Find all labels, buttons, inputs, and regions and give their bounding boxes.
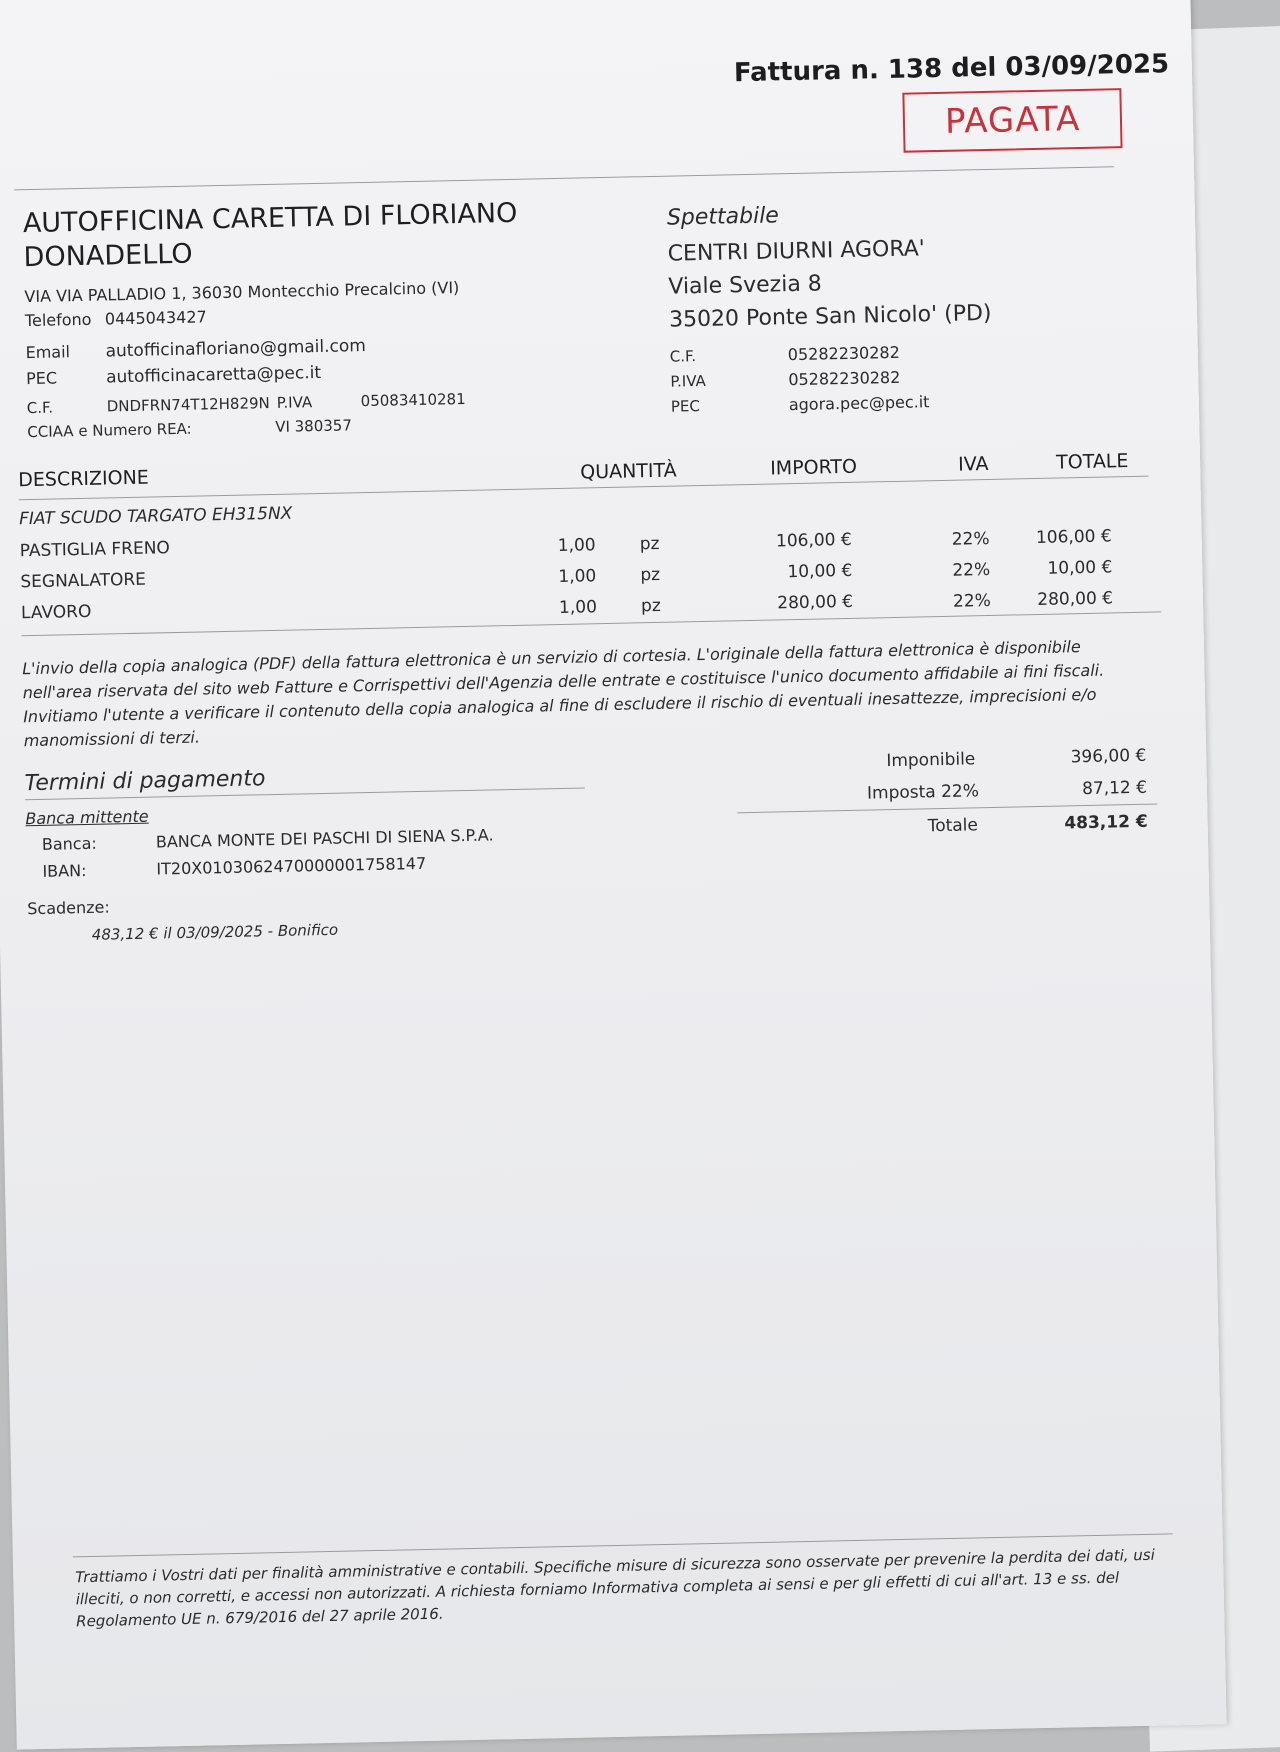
- buyer-salutation: Spettabile: [666, 203, 780, 231]
- bank-name: BANCA MONTE DEI PASCHI DI SIENA S.P.A.: [155, 825, 494, 852]
- paid-stamp: PAGATA: [902, 88, 1123, 153]
- tax-label: Imposta 22%: [866, 781, 980, 804]
- buyer-city: 35020 Ponte San Nicolo' (PD): [668, 300, 992, 333]
- row-amount: 106,00 €: [775, 529, 852, 552]
- row-unit: pz: [639, 533, 660, 555]
- payment-terms-heading: Termini di pagamento: [24, 766, 266, 797]
- due-label: Scadenze:: [27, 897, 110, 919]
- seller-cf: DNDFRN74T12H829N: [106, 394, 270, 416]
- total-label: Totale: [927, 815, 979, 837]
- due-entry: 483,12 € il 03/09/2025 - Bonifico: [91, 920, 339, 944]
- buyer-name: CENTRI DIURNI AGORA': [667, 236, 926, 267]
- col-header-quantity: QUANTITÀ: [580, 459, 677, 484]
- buyer-piva-label: P.IVA: [670, 371, 707, 391]
- row-quantity: 1,00: [557, 535, 596, 557]
- taxable-value: 396,00 €: [1070, 745, 1147, 768]
- row-amount: 10,00 €: [787, 560, 853, 583]
- seller-pec[interactable]: autofficinacaretta@pec.it: [105, 362, 322, 388]
- header-divider: [14, 166, 1114, 190]
- row-amount: 280,00 €: [777, 591, 854, 614]
- seller-phone-label: Telefono: [24, 309, 92, 331]
- bank-label: Banca:: [41, 833, 98, 854]
- bank-section-label: Banca mittente: [25, 806, 149, 829]
- row-vat: 22%: [951, 528, 990, 550]
- row-unit: pz: [640, 595, 661, 617]
- tax-value: 87,12 €: [1081, 777, 1148, 800]
- seller-phone: 0445043427: [104, 307, 207, 329]
- row-description: SEGNALATORE: [20, 569, 147, 593]
- row-vat: 22%: [952, 559, 991, 581]
- seller-cf-label: C.F.: [26, 398, 54, 418]
- taxable-label: Imponibile: [886, 749, 976, 772]
- seller-pec-label: PEC: [25, 368, 58, 389]
- buyer-street: Viale Svezia 8: [668, 271, 823, 300]
- buyer-cf-label: C.F.: [669, 347, 697, 366]
- seller-rea-label: CCIAA e Numero REA:: [27, 419, 192, 442]
- seller-email[interactable]: autofficinafloriano@gmail.com: [105, 335, 367, 362]
- row-description: LAVORO: [20, 601, 92, 624]
- iban-value: IT20X0103062470000001758147: [156, 853, 427, 879]
- row-total: 280,00 €: [1037, 588, 1114, 610]
- buyer-pec[interactable]: agora.pec@pec.it: [788, 392, 930, 415]
- buyer-piva: 05282230282: [788, 367, 901, 390]
- buyer-cf: 05282230282: [787, 342, 900, 365]
- col-header-total: TOTALE: [1055, 450, 1129, 474]
- row-quantity: 1,00: [558, 566, 597, 588]
- seller-rea: VI 380357: [275, 416, 353, 436]
- row-vat: 22%: [952, 590, 992, 612]
- row-total: 106,00 €: [1035, 526, 1112, 549]
- seller-address: VIA VIA PALLADIO 1, 36030 Montecchio Precalcino (VI): [24, 278, 460, 307]
- iban-label: IBAN:: [42, 860, 87, 881]
- col-header-vat: IVA: [957, 452, 989, 476]
- seller-name-line1: AUTOFFICINA CARETTA DI FLORIANO: [22, 197, 518, 240]
- row-total: 10,00 €: [1047, 557, 1113, 579]
- invoice-title: Fattura n. 138 del 03/09/2025: [733, 49, 1170, 89]
- row-quantity: 1,00: [558, 597, 598, 619]
- row-description: PASTIGLIA FRENO: [19, 538, 171, 562]
- pdf-copy-disclaimer: L'invio della copia analogica (PDF) della fattura elettronica è un servizio di cortesia. L'originale della fattura elettronica è disponibile nell'area riservata del sito web Fatture e Corrispettivi dell'Agenzia delle entrate e costituisce l'unico documento affidabile ai fini fiscali. Invitiamo l'utente a verificare il contenuto della copia analogica al fine di escludere il rischio di eventuali inesattezze, imprecisioni e/o manomissioni di terzi.: [22, 637, 1105, 751]
- seller-piva-label: P.IVA: [276, 393, 313, 412]
- row-unit: pz: [640, 564, 661, 586]
- seller-name-line2: DONADELLO: [23, 238, 193, 274]
- buyer-pec-label: PEC: [670, 397, 701, 416]
- col-header-description: DESCRIZIONE: [18, 466, 150, 492]
- table-group-label: FIAT SCUDO TARGATO EH315NX: [18, 503, 293, 530]
- seller-piva: 05083410281: [360, 389, 466, 411]
- total-value: 483,12 €: [1064, 811, 1148, 834]
- seller-email-label: Email: [25, 342, 71, 363]
- privacy-footer: Trattiamo i Vostri dati per finalità amministrative e contabili. Specifiche misure di sicurezza sono osservate per prevenire la perdita dei dati, usi illeciti, o non corretti, e accessi non autorizzati. A richiesta forniamo Informativa completa ai sensi e per gli effetti di cui all'art. 13 e ss. del Regolamento UE n. 679/2016 del 27 aprile 2016.: [75, 1545, 1155, 1631]
- col-header-amount: IMPORTO: [769, 455, 858, 480]
